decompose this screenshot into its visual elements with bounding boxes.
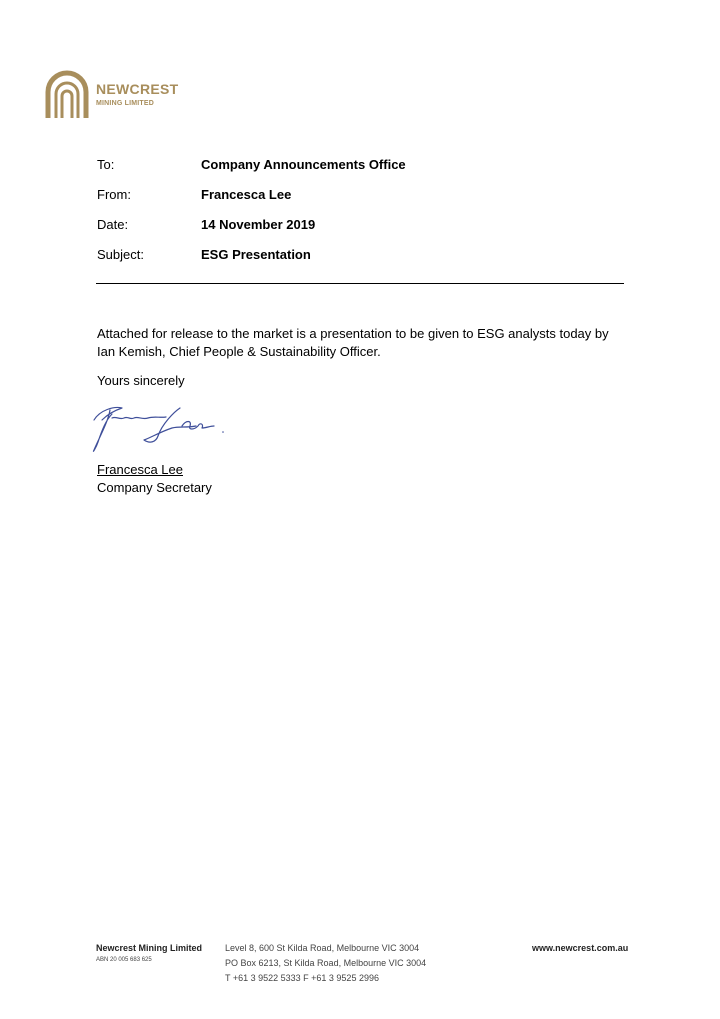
logo-subtitle: MINING LIMITED: [96, 100, 155, 107]
memo-date-row: [97, 217, 624, 247]
header-divider: [96, 283, 624, 284]
memo-from-label: From:: [97, 187, 131, 202]
company-logo: [44, 70, 184, 118]
body-paragraph: Attached for release to the market is a presentation to be given to ESG analysts today by Ian Kemish, Chief People & Sustainability Officer.: [97, 326, 609, 359]
memo-subject-row: [97, 247, 624, 277]
memo-header: [97, 157, 624, 277]
newcrest-arches-logo-icon: [44, 70, 94, 118]
memo-to-row: [97, 157, 624, 187]
footer-phone-line: T +61 3 9522 5333 F +61 3 9525 2996: [225, 973, 379, 983]
memo-to-value: Company Announcements Office: [201, 157, 406, 172]
footer-abn: ABN 20 005 683 625: [96, 957, 152, 963]
memo-date-label: Date:: [97, 217, 129, 232]
footer-address: [225, 941, 426, 986]
memo-subject-label: Subject:: [97, 247, 144, 262]
footer-address-line-1: Level 8, 600 St Kilda Road, Melbourne VIC 3004: [225, 943, 420, 953]
memo-from-row: [97, 187, 624, 217]
signer-title: Company Secretary: [97, 480, 212, 495]
footer-address-line-2: PO Box 6213, St Kilda Road, Melbourne VIC 3004: [225, 958, 427, 968]
handwritten-signature-icon: [86, 398, 231, 458]
memo-from-value: Francesca Lee: [201, 187, 292, 202]
memo-date-value: 14 November 2019: [201, 217, 316, 232]
memo-to-label: To:: [97, 157, 115, 172]
footer-website-link[interactable]: www.newcrest.com.au: [532, 943, 629, 953]
footer-company-name: Newcrest Mining Limited: [96, 943, 203, 953]
signer-name: Francesca Lee: [97, 462, 183, 477]
memo-subject-value: ESG Presentation: [201, 247, 311, 262]
logo-name: NEWCREST: [96, 81, 179, 97]
closing-salutation: Yours sincerely: [97, 373, 185, 388]
